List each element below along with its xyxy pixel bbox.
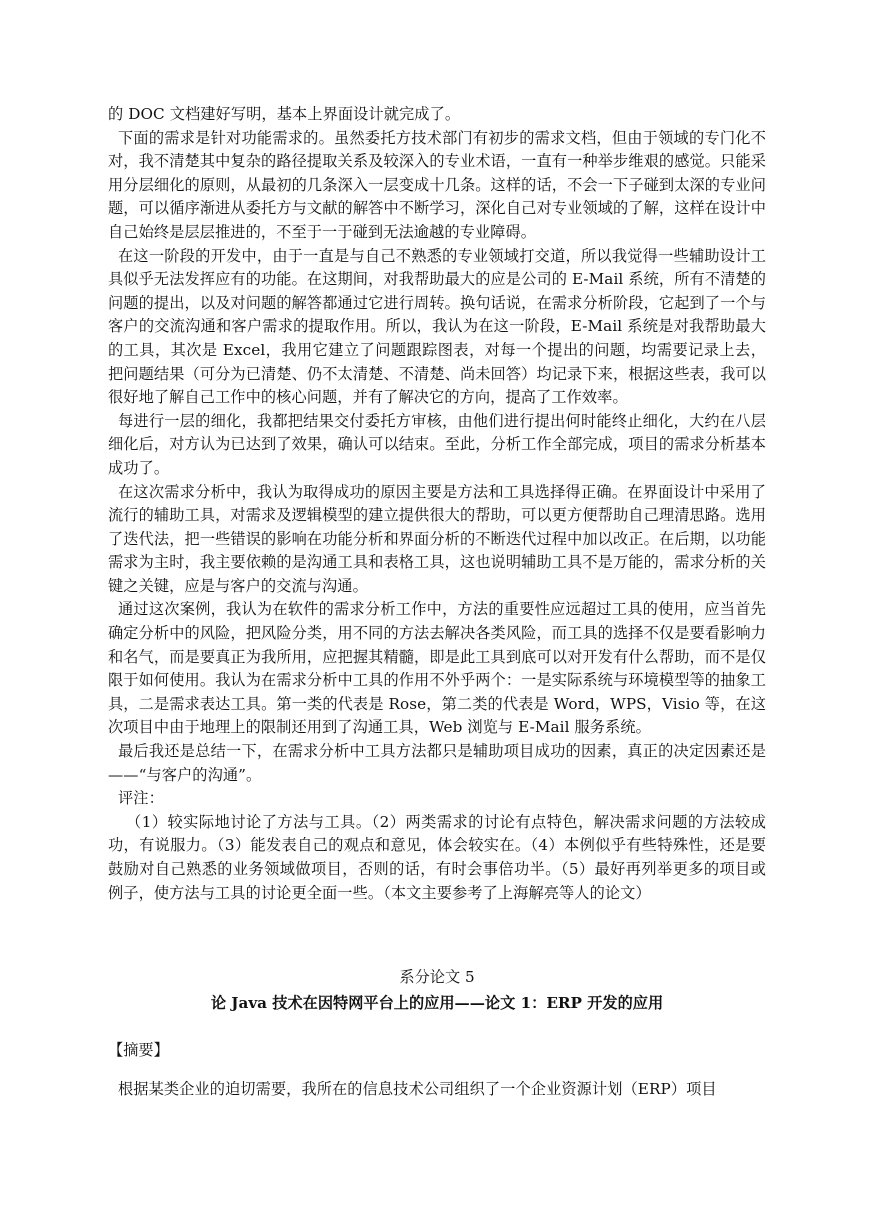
title-block <box>108 965 766 1015</box>
body-paragraph: 在这一阶段的开发中，由于一直是与自己不熟悉的专业领域打交道，所以我觉得一些辅助设计工具似乎无法发挥应有的功能。在这期间，对我帮助最大的应是公司的 E-Mail 系统，所有不清楚的问题的提出，以及对问题的解答都通过它进行周转。换句话说，在需求分析阶段，它起到了一个与客户的交流沟通和客户需求的提取作用。所以，我认为在这一阶段，E-Mail 系统是对我帮助最大的工具，其次是 Excel，我用它建立了问题跟踪图表，对每一个提出的问题，均需要记录上去，把问题结果（可分为已清楚、仍不太清楚、不清楚、尚未回答）均记录下来，根据这些表，我可以很好地了解自己工作中的核心问题，并有了解决它的方向，提高了工作效率。 <box>108 246 766 407</box>
body-paragraph: 的 DOC 文档建好写明，基本上界面设计就完成了。 <box>108 105 461 123</box>
body-paragraph: 在这次需求分析中，我认为取得成功的原因主要是方法和工具选择得正确。在界面设计中采用了流行的辅助工具，对需求及逻辑模型的建立提供很大的帮助，可以更方便帮助自己理清思路。选用了迭代法，把一些错误的影响在功能分析和界面分析的不断迭代过程中加以改正。在后期，以功能需求为主时，我主要依赖的是沟通工具和表格工具，这也说明辅助工具不是万能的，需求分析的关键之关键，应是与客户的交流与沟通。 <box>108 482 766 595</box>
document-page <box>108 103 766 1102</box>
body-text <box>108 103 766 905</box>
body-paragraph: 评注： <box>118 789 164 808</box>
body-paragraph: 通过这次案例，我认为在软件的需求分析工作中，方法的重要性应远超过工具的使用，应当首先确定分析中的风险，把风险分类，用不同的方法去解决各类风险，而工具的选择不仅是要看影响力和名气，而是要真正为我所用，应把握其精髓，即是此工具到底可以对开发有什么帮助，而不是仅限于如何使用。我认为在需求分析中工具的作用不外乎两个：一是实际系统与环境模型等的抽象工具，二是需求表达工具。第一类的代表是 Rose，第二类的代表是 Word，WPS，Visio 等，在这次项目中由于地理上的限制还用到了沟通工具，Web 浏览与 E-Mail 服务系统。 <box>108 600 766 737</box>
series-title: 系分论文 5 <box>399 968 475 987</box>
body-paragraph: 下面的需求是针对功能需求的。虽然委托方技术部门有初步的需求文档，但由于领域的专门化不对，我不清楚其中复杂的路径提取关系及较深入的专业术语，一直有一种举步维艰的感觉。只能采用分层细化的原则，从最初的几条深入一层变成十几条。这样的话，不会一下子碰到太深的专业问题，可以循序渐进从委托方与文献的解答中不断学习，深化自己对专业领域的了解，这样在设计中自己始终是层层推进的，不至于一于碰到无法逾越的专业障碍。 <box>108 128 766 241</box>
body-paragraph: （1）较实际地讨论了方法与工具。（2）两类需求的讨论有点特色，解决需求问题的方法较成功，有说服力。（3）能发表自己的观点和意见，体会较实在。（4）本例似乎有些特殊性，还是要鼓励对自己熟悉的业务领域做项目，否则的话，有时会事倍功半。（5）最好再列举更多的项目或例子，使方法与工具的讨论更全面一些。（本文主要参考了上海解亮等人的论文） <box>108 812 766 902</box>
essay-title: 论 Java 技术在因特网平台上的应用——论文 1：ERP 开发的应用 <box>210 994 664 1013</box>
body-paragraph: 最后我还是总结一下，在需求分析中工具方法都只是辅助项目成功的因素，真正的决定因素还是——“与客户的沟通”。 <box>108 742 766 784</box>
body-paragraph: 每进行一层的细化，我都把结果交付委托方审核，由他们进行提出何时能终止细化，大约在八层细化后，对方认为已达到了效果，确认可以结束。至此，分析工作全部完成，项目的需求分析基本成功了。 <box>108 411 766 477</box>
abstract-heading: 【摘要】 <box>108 1041 169 1060</box>
abstract-paragraph: 根据某类企业的迫切需要，我所在的信息技术公司组织了一个企业资源计划（ERP）项目 <box>118 1079 717 1098</box>
